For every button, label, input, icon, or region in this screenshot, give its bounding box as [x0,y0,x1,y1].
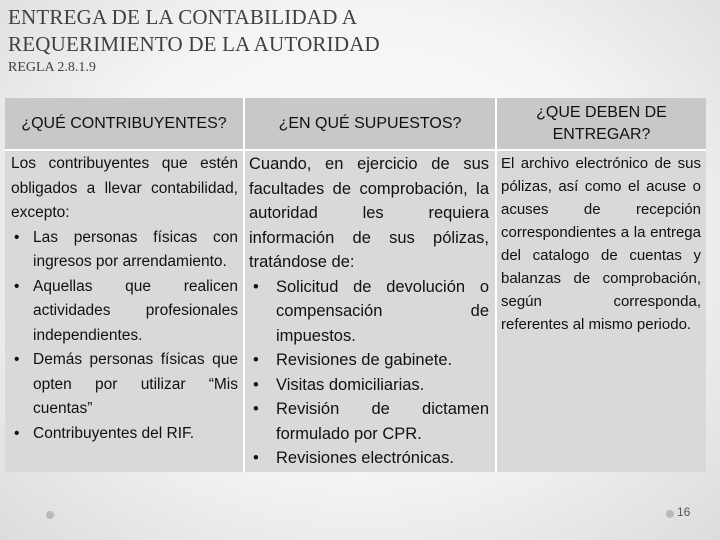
list-item [11,422,238,447]
bullet-icon: • [253,449,259,467]
list-item [249,275,489,349]
header-contribuyentes: ¿QUÉ CONTRIBUYENTES? [5,98,244,150]
title-line-2: REQUERIMIENTO DE LA AUTORIDAD [8,32,380,56]
supuesto-text: Revisión de dictamen formulado por CPR. [276,400,489,443]
list-item [249,373,489,398]
contribuyentes-intro: Los contribuyentes que estén obligados a llevar contabilidad, excepto: [11,155,238,221]
decorative-dot-right [666,510,674,518]
exception-text: Contribuyentes del RIF. [33,424,195,442]
exception-text: Las personas físicas con ingresos por arrendamiento. [33,228,238,270]
list-item [249,397,489,446]
bullet-icon: • [14,228,20,246]
bullet-icon: • [253,277,259,296]
supuesto-text: Revisiones de gabinete. [276,351,453,369]
list-item [249,446,489,471]
entregar-text: El archivo electrónico de sus pólizas, así como el acuse o acuses de recepción correspondientes a la entrega del catalogo de cuentas y balanzas de comprobación, según corresponda, referentes al mismo periodo. [501,155,701,333]
bullet-icon: • [14,424,20,442]
table-header-row [5,98,706,150]
cell-contribuyentes [5,150,244,472]
exception-text: Aquellas que realicen actividades profesionales independientes. [33,277,238,344]
list-item [249,348,489,373]
title-line-1: ENTREGA DE LA CONTABILIDAD A [8,5,358,29]
supuesto-text: Visitas domiciliarias. [276,375,425,394]
list-item [11,348,238,422]
list-item [11,275,238,349]
bullet-icon: • [14,277,20,295]
bullet-icon: • [253,400,259,418]
decorative-line-left [54,515,56,516]
table-body-row [5,150,706,472]
slide-title [8,4,380,58]
exceptions-list [11,226,238,447]
exception-text: Demás personas físicas que opten por utilizar “Mis cuentas” [33,351,238,417]
rules-table [5,98,706,472]
page-number: 16 [677,505,691,519]
header-entregar: ¿QUE DEBEN DE ENTREGAR? [496,98,706,150]
slide-subtitle: REGLA 2.8.1.9 [8,60,96,75]
supuestos-intro: Cuando, en ejercicio de sus facultades de comprobación, la autoridad les requiera información de sus pólizas, tratándose de: [249,155,489,271]
bullet-icon: • [253,351,259,369]
bullet-icon: • [253,375,259,394]
decorative-dot-left [46,511,54,519]
supuesto-text: Solicitud de devolución o compensación de impuestos. [276,277,489,345]
bullet-icon: • [14,351,20,368]
cell-entregar [496,150,706,472]
list-item [11,226,238,275]
supuesto-text: Revisiones electrónicas. [276,449,454,467]
supuestos-list [249,275,489,471]
cell-supuestos [244,150,496,472]
header-supuestos: ¿EN QUÉ SUPUESTOS? [244,98,496,150]
